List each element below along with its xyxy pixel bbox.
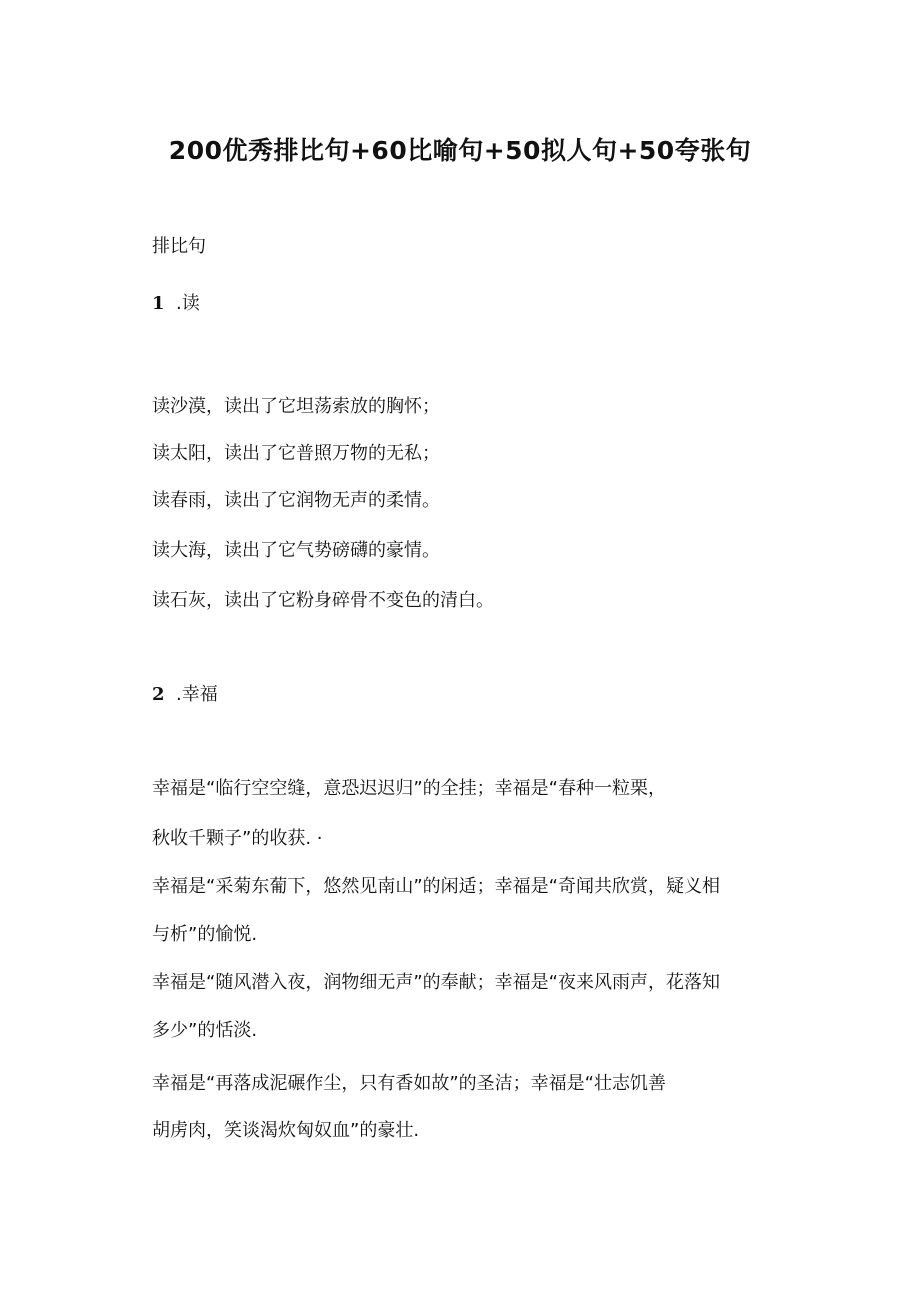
text-line: 读太阳，读出了它普照万物的无私； <box>152 443 440 464</box>
text-line: 读春雨，读出了它润物无声的柔情。 <box>152 490 440 511</box>
item-number: 1 <box>152 293 165 314</box>
document-title: 200优秀排比句+60比喻句+50拟人句+50夸张句 <box>168 136 752 165</box>
item-number: 2 <box>152 684 165 705</box>
item-heading <box>152 291 200 317</box>
text-line: 幸福是“随风潜入夜，润物细无声”的奉献；幸福是“夜来风雨声，花落知 <box>152 972 720 993</box>
item-heading-text: .幸福 <box>176 684 218 705</box>
text-line: 幸福是“再落成泥碾作尘，只有香如故”的圣洁；幸福是“壮志饥善 <box>152 1073 666 1094</box>
text-line: 读石灰，读出了它粉身碎骨不变色的清白。 <box>152 590 494 611</box>
text-line: 读大海，读出了它气势磅礴的豪情。 <box>152 540 440 561</box>
text-line: 秋收千颗子”的收获. · <box>152 828 323 849</box>
text-line: 多少”的恬淡. <box>152 1020 258 1041</box>
text-line: 读沙漠，读出了它坦荡索放的胸怀； <box>152 396 440 417</box>
section-label: 排比句 <box>152 236 206 257</box>
text-line: 幸福是“采菊东葡下，悠然见南山”的闲适；幸福是“奇闻共欣赏，疑义相 <box>152 876 720 897</box>
item-heading <box>152 682 218 708</box>
text-line: 胡虏肉，笑谈渴炊匈奴血”的豪壮. <box>152 1120 420 1141</box>
item-heading-text: .读 <box>176 293 200 314</box>
text-line: 幸福是“临行空空缝，意恐迟迟归”的全挂；幸福是“春种一粒栗， <box>152 778 666 799</box>
text-line: 与析”的愉悦. <box>152 924 258 945</box>
